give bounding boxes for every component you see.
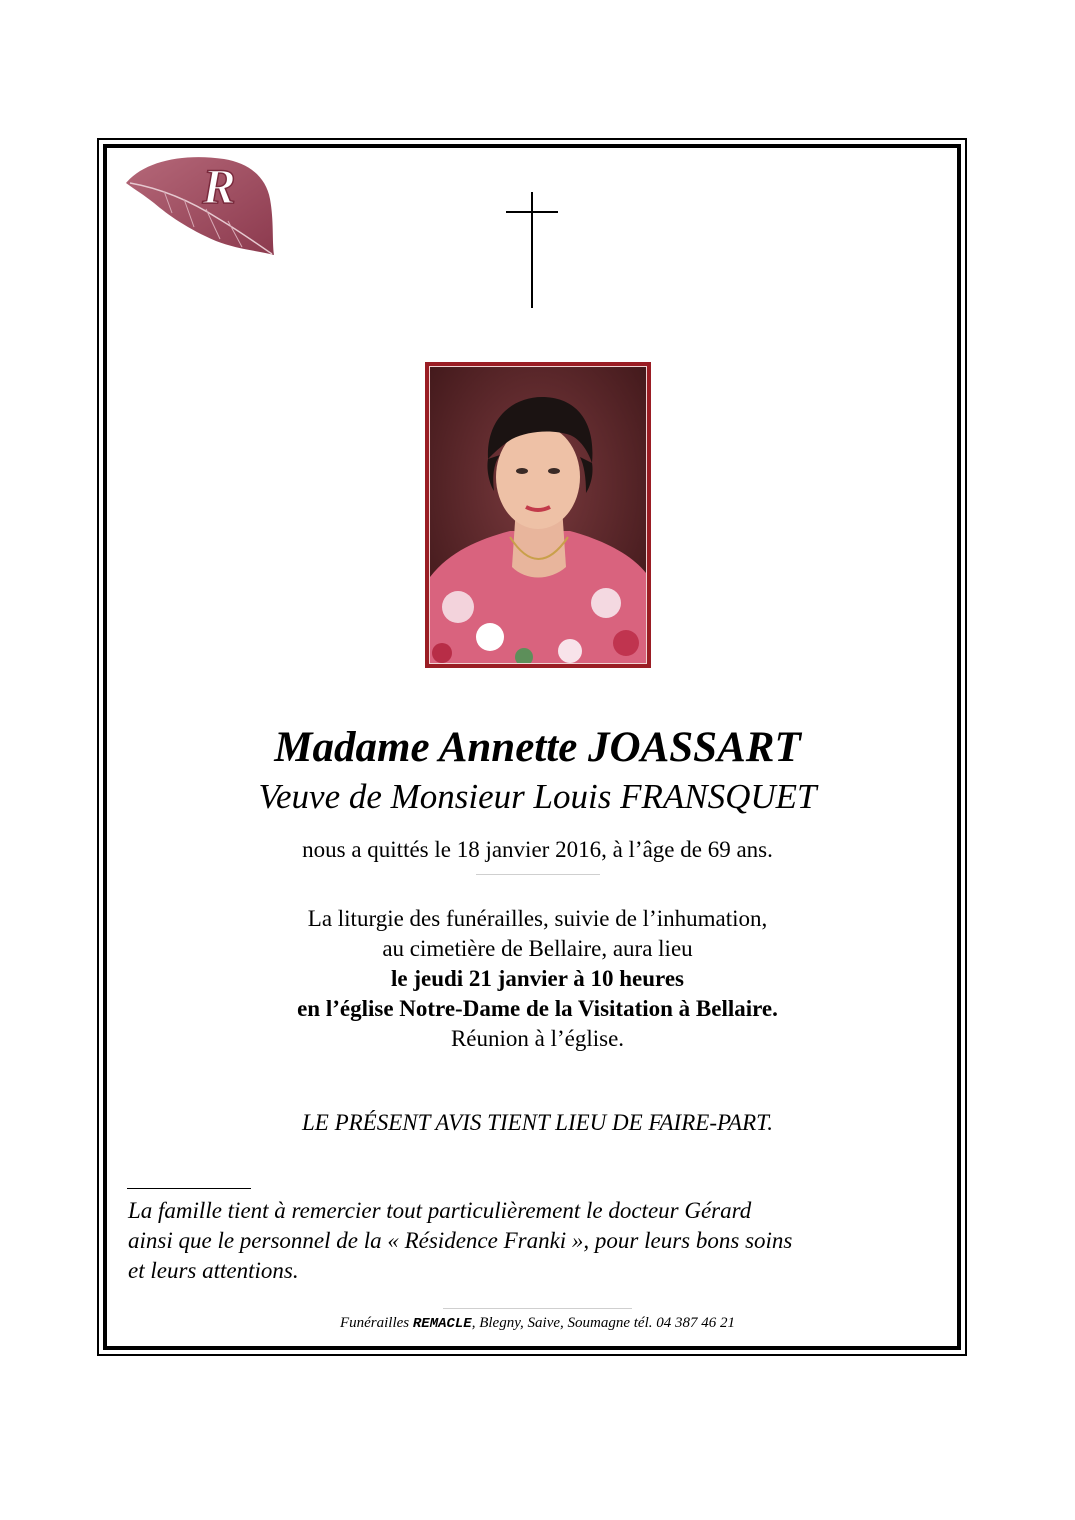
passed-line: nous a quittés le 18 janvier 2016, à l’âge de 69 ans. (302, 837, 773, 862)
thanks-block (128, 1196, 888, 1286)
thanks-line: et leurs attentions. (128, 1258, 299, 1283)
notice-line: LE PRÉSENT AVIS TIENT LIEU DE FAIRE-PART. (301, 1110, 773, 1135)
footer-line (0, 1313, 1075, 1334)
liturgy-block (0, 904, 1075, 1054)
liturgy-line: au cimetière de Bellaire, aura lieu (382, 936, 693, 961)
liturgy-line: La liturgie des funérailles, suivie de l’inhumation, (307, 906, 768, 931)
footer-brand: REMACLE (412, 1316, 472, 1332)
liturgy-line: Réunion à l’église. (450, 1026, 625, 1051)
widow-line: Veuve de Monsieur Louis FRANSQUET (258, 777, 817, 816)
footer-suffix: , Blegny, Saive, Soumagne tél. 04 387 46 21 (471, 1315, 735, 1331)
thanks-line: La famille tient à remercier tout particulièrement le docteur Gérard (128, 1198, 752, 1223)
liturgy-location: en l’église Notre-Dame de la Visitation à Bellaire. (297, 996, 778, 1021)
footer-prefix: Funérailles (339, 1315, 413, 1331)
leaf-logo-icon (124, 155, 276, 257)
portrait-frame (425, 362, 651, 668)
separator (476, 874, 600, 875)
footer-separator (443, 1308, 632, 1309)
cross-icon (506, 192, 558, 308)
deceased-name: Madame Annette JOASSART (274, 724, 801, 771)
footnote-rule (127, 1188, 251, 1189)
liturgy-date: le jeudi 21 janvier à 10 heures (390, 966, 685, 991)
portrait-photo (430, 367, 646, 663)
logo-letter: R (202, 158, 236, 214)
thanks-line: ainsi que le personnel de la « Résidence Franki », pour leurs bons soins (128, 1228, 793, 1253)
